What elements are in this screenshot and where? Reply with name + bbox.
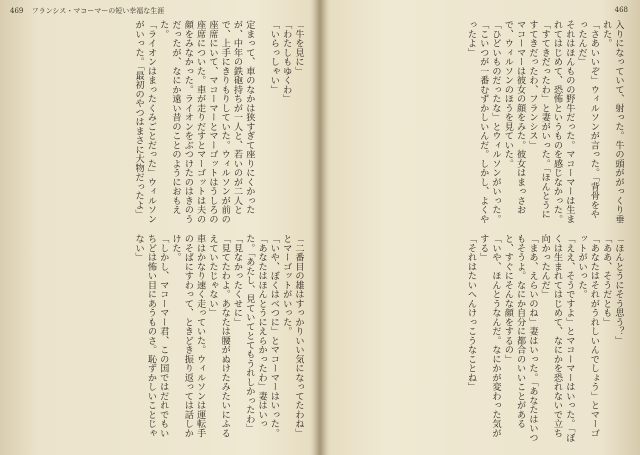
- right-bottom-text: 「ほんとうにそう思う？」 「ああ、そうだとも」 「あなたはそれがうれしいんでしょう」とマーゴットがいった。 「ええ、そうですよ」とマコーマーはいった。「ぼくは生まれてはじめて、なにかを恐れないで立ち向かったんだ」 「まあ、えらいのね」妻はいった。「あなたはいつもそうよ。なにか自分に都合のいいことがあると、すぐにそんな顔をするの」 「いや、ほんとうなんだ。なにかが変わった気がする」 「それはたいへんけっこうなことね」: [465, 234, 624, 443]
- right-top-text: 入りになっていて、射った。牛の頭ががっくり垂れた。 「さあいいぞ」ウィルソンが言った。「背骨をやったんだ」 それはほんものの野牛だった。マコーマーは生まれてはじめて、恐怖というものを感じなかった。 「すてきだったわ」と妻がいった。「ほんとうにすてきだったわ、フランシス」 マコーマーは彼女の顔をみた。彼女はまっさおで、ウィルソンのほうを見ていた。 「ひどいものだったな」とウィルソンがいった。「こいつが一番むずかしいんだ。しかし、よくやったよ」: [465, 20, 624, 224]
- right-page-number: 468: [614, 6, 628, 14]
- right-page-top-block: [332, 20, 624, 226]
- right-page-bottom-block: [332, 234, 624, 446]
- left-page-number: 469: [10, 7, 24, 15]
- left-running-header: [10, 6, 164, 16]
- left-bottom-text: 「二番目の雄はすっかりいい気になってたわね」とマーゴットがいった。 「いや、ぼくはべつに」とマコーマーはいった。 「あなたはほんとうにえらかったわ」妻はいった。「あたし、見ていてとてもうれしかったわ」 「見なかったくせに」 「見てたわよ。あなたは腰がぬけたみたいにふるえていたじゃない」 車はかなり速く走っていた。ウィルソンは運転手のそばにすわって、ときどき振り返っては話しかけた。 「しかし、マコーマー君、この国ではだれでもいちどは怖い目にあうものさ。恥ずかしいことじゃない」: [133, 234, 304, 438]
- right-page: [322, 0, 640, 455]
- left-page: [0, 0, 318, 455]
- left-running-head-title: フランシス・マコーマーの短い幸福な生涯: [31, 7, 165, 15]
- left-top-text: 「牛を見に」 「わたしもゆくわ」 「いらっしゃい」 定まって、車のなかは狭すぎて座りにくかったが、中年の鉄砲持ちが一人と、若いのが二人とで、上手にきりもりしていた。ウィルソンが前の座席にいて、マコーマーとマーゴットはうしろの座席についた。車が走りだすとマーゴットは夫の顔をみなかった。ライオンをぶつけたのはきのうだったが、なにか遠い昔のことのようにおもえた。 「ライオンはまったくみごとだった」ウィルソンがいった。「最初のやつはまさに大物だったよ」: [133, 20, 304, 224]
- left-page-bottom-block: [14, 234, 304, 446]
- left-page-top-block: [14, 20, 304, 226]
- right-running-header: [615, 6, 628, 14]
